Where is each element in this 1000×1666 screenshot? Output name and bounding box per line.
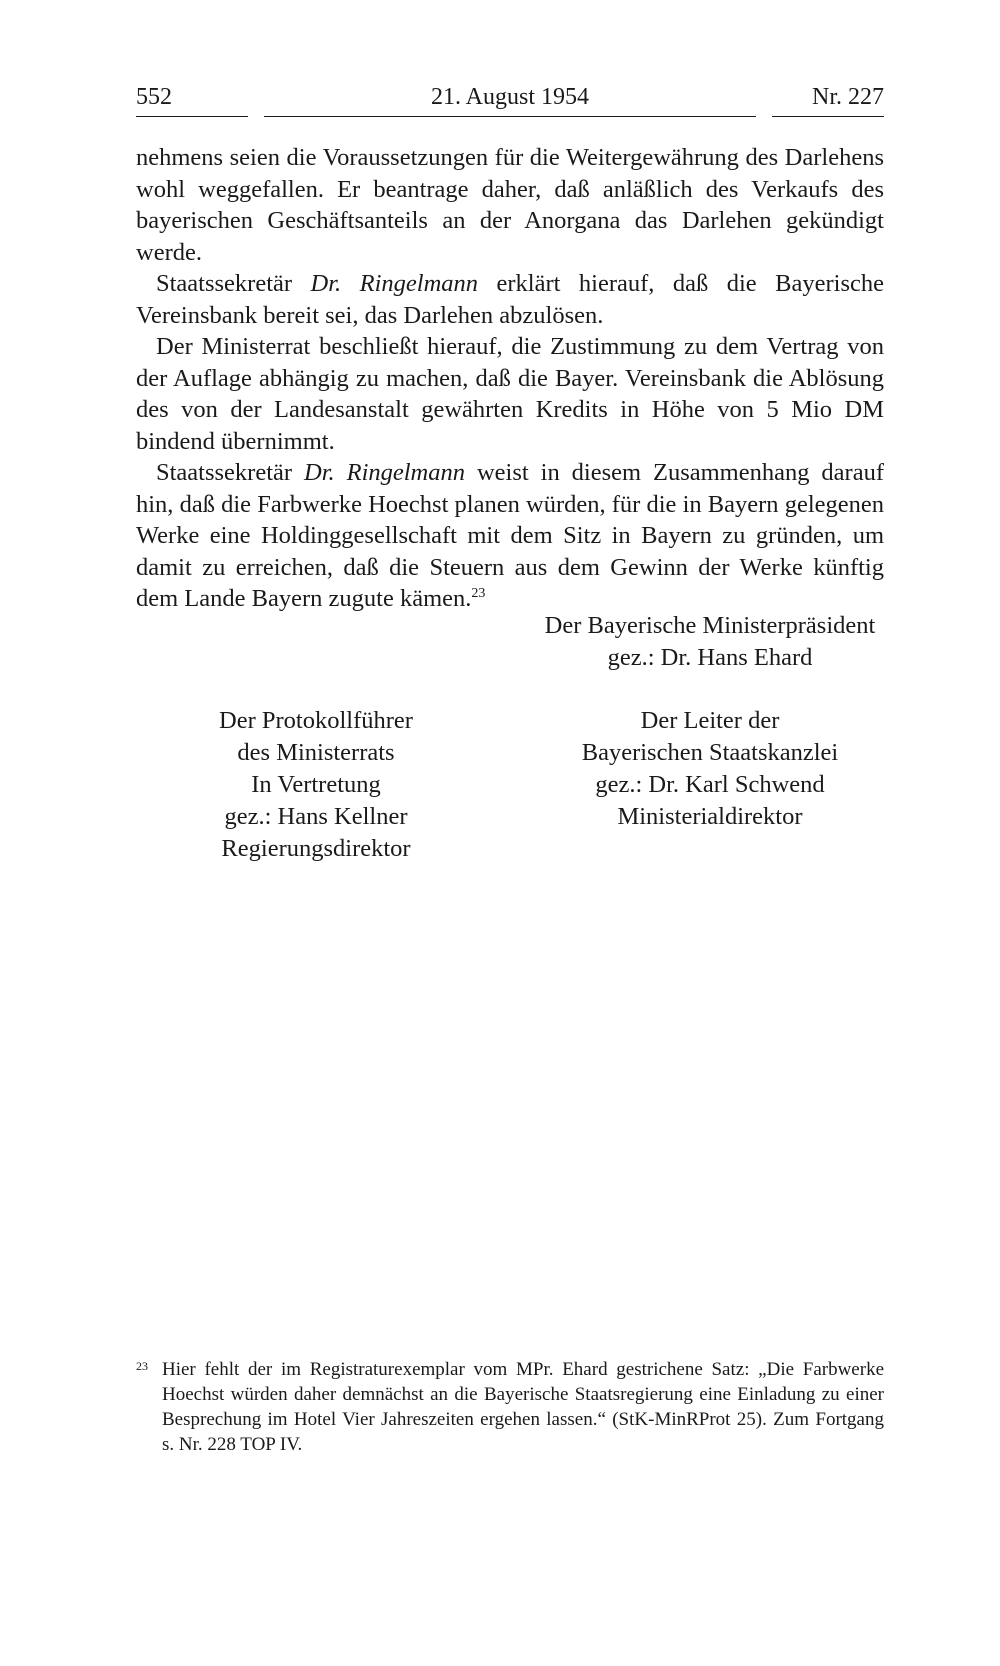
paragraph-4-prefix: Staatssekretär xyxy=(156,459,305,486)
main-text xyxy=(136,142,884,615)
signature-line: Ministerialdirektor xyxy=(617,803,803,830)
header-rule-left xyxy=(136,116,248,117)
footnote-reference: 23 xyxy=(471,585,486,601)
paragraph-1: nehmens seien die Voraussetzungen für die Weitergewährung des Darlehens wohl weggefallen. Er beantrage daher, daß anläßlich des Verkaufs des bayerischen Geschäftsanteils an der Anorgana das Darlehen gekündigt werde. xyxy=(136,144,884,266)
paragraph-2-prefix: Staatssekretär xyxy=(156,270,311,297)
document-number: Nr. 227 xyxy=(812,84,884,110)
paragraph-4 xyxy=(136,457,884,615)
signature-line: In Vertretung xyxy=(251,771,381,798)
signature-line: Der Protokollführer xyxy=(219,707,413,734)
signature-line: Bayerischen Staatskanzlei xyxy=(581,739,839,766)
signature-line: Der Leiter der xyxy=(640,707,780,734)
signature-line: gez.: Dr. Karl Schwend xyxy=(595,771,825,798)
paragraph-3: Der Ministerrat beschließt hierauf, die Zustimmung zu dem Vertrag von der Auflage abhängig zu machen, daß die Bayer. Vereinsbank die Ablösung des von der Landesanstalt gewährten Kredits in Höhe von 5 Mio DM bindend übernimmt. xyxy=(136,333,884,455)
footnote-mark: 23 xyxy=(136,1359,148,1373)
paragraph-2-rest: erklärt hierauf, daß die Bayerische Vereinsbank bereit sei, das Darlehen abzulösen. xyxy=(136,270,884,329)
page-number: 552 xyxy=(136,84,172,110)
paragraph-2-name: Dr. Ringelmann xyxy=(310,270,479,297)
footnote-text: Hier fehlt der im Registraturexemplar vom MPr. Ehard gestrichene Satz: „Die Farbwerke Hoechst würden daher demnächst an die Bayerische Staatsregierung eine Einladung zu einer Besprechung im Hotel Vier Jahreszeiten ergehen lassen.“ (StK-MinRProt 25). Zum Fortgang s. Nr. 228 TOP IV. xyxy=(162,1359,884,1455)
signature-line: Der Bayerische Ministerpräsident xyxy=(544,612,876,639)
signature-state-chancellery xyxy=(560,705,860,833)
paragraph-4-rest: weist in diesem Zusammenhang darauf hin, daß die Farbwerke Hoechst planen würden, für die in Bayern gelegenen Werke eine Holdinggesellschaft mit dem Sitz in Bayern zu gründen, um damit zu erreichen, daß die Steuern aus dem Gewinn der Werke künftig dem Lande Bayern zugute kämen. xyxy=(136,459,884,612)
paragraph-2 xyxy=(136,268,884,331)
signature-line: Regierungsdirektor xyxy=(221,835,411,862)
signature-line: gez.: Hans Kellner xyxy=(224,803,408,830)
header-date: 21. August 1954 xyxy=(430,84,589,110)
signature-line: gez.: Dr. Hans Ehard xyxy=(607,644,813,671)
signature-minister-president xyxy=(540,610,880,674)
header-rule-right xyxy=(772,116,884,117)
running-header xyxy=(136,84,884,118)
signature-protocol-leader xyxy=(176,705,456,865)
paragraph-4-name: Dr. Ringelmann xyxy=(304,459,466,486)
header-rule-center xyxy=(264,116,756,117)
signature-line: des Ministerrats xyxy=(237,739,395,766)
footnote xyxy=(136,1357,884,1457)
